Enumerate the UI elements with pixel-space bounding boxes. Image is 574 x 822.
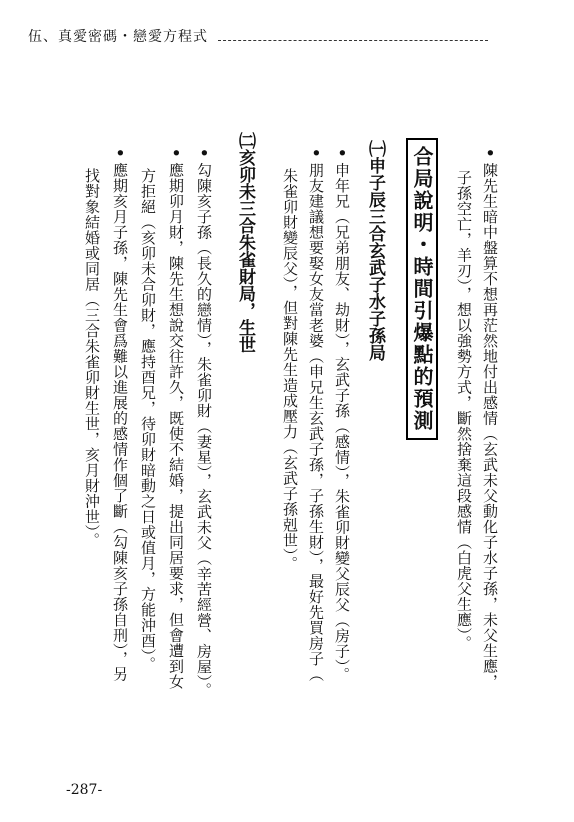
paragraph-column	[112, 148, 127, 682]
paragraph-text: 找對象結婚或同居（三合朱雀卯財生世，亥月財沖世）。	[83, 168, 101, 548]
paragraph-text: 勾陳亥子孫（長久的戀情），朱雀卯財（妻星），玄武未父（辛苦經營、房屋）。	[195, 162, 213, 698]
paragraph-text: 申年兄（兄弟朋友、劫財），玄武子孫（感情），朱雀卯財變父辰父（房子）。	[333, 162, 351, 683]
running-header: 伍、真愛密碼・戀愛方程式	[28, 29, 208, 45]
paragraph-column	[168, 148, 183, 689]
paragraph-text: 陳先生暗中盤算不想再茫然地付出感情（玄武未父動化子水子孫，未父生應，	[481, 162, 499, 690]
bullet-icon: •	[167, 148, 185, 159]
paragraph-text: 子孫空亡，羊刃），想以強勢方式，斷然捨棄這段感情（白虎父生應）。	[455, 170, 473, 651]
paragraph-column	[140, 168, 155, 672]
paragraph-text: 方拒絕（亥卯未合卯財，應持酉兄，待卯財暗動之日或值月，方能沖酉）。	[139, 168, 157, 672]
subsection-heading: ㈡亥卯未三合朱雀財局，生世	[235, 132, 255, 353]
paragraph-column	[456, 170, 471, 651]
bullet-icon: •	[195, 148, 213, 159]
paragraph-column	[334, 148, 349, 682]
subsection-heading: ㈠申子辰三合玄武子水子孫局	[365, 140, 385, 361]
paragraph-text: 朋友建議想要娶女友當老婆（申兄生玄武子孫，子孫生財），最好先買房子（	[307, 162, 325, 682]
section-heading: 合局說明・時間引爆點的預測	[406, 138, 438, 440]
page-number: -287-	[66, 782, 103, 798]
bullet-icon: •	[111, 148, 129, 159]
header-divider	[218, 40, 488, 41]
paragraph-column	[84, 168, 99, 548]
paragraph-text: 應期卯月財，陳先生想說交往許久，既使不結婚，提出同居要求，但會遭到女	[167, 162, 185, 690]
paragraph-text: 朱雀卯財變辰父），但對陳先生造成壓力（玄武子孫剋世）。	[281, 168, 299, 572]
paragraph-column	[196, 148, 211, 698]
paragraph-column	[482, 148, 497, 689]
bullet-icon: •	[307, 148, 325, 159]
bullet-icon: •	[333, 148, 351, 159]
paragraph-text: 應期亥月子孫，陳先生會爲難以進展的感情作個了斷（勾陳亥子孫自刑），另	[111, 162, 129, 682]
paragraph-column	[282, 168, 297, 572]
paragraph-column	[308, 148, 323, 682]
bullet-icon: •	[481, 148, 499, 159]
